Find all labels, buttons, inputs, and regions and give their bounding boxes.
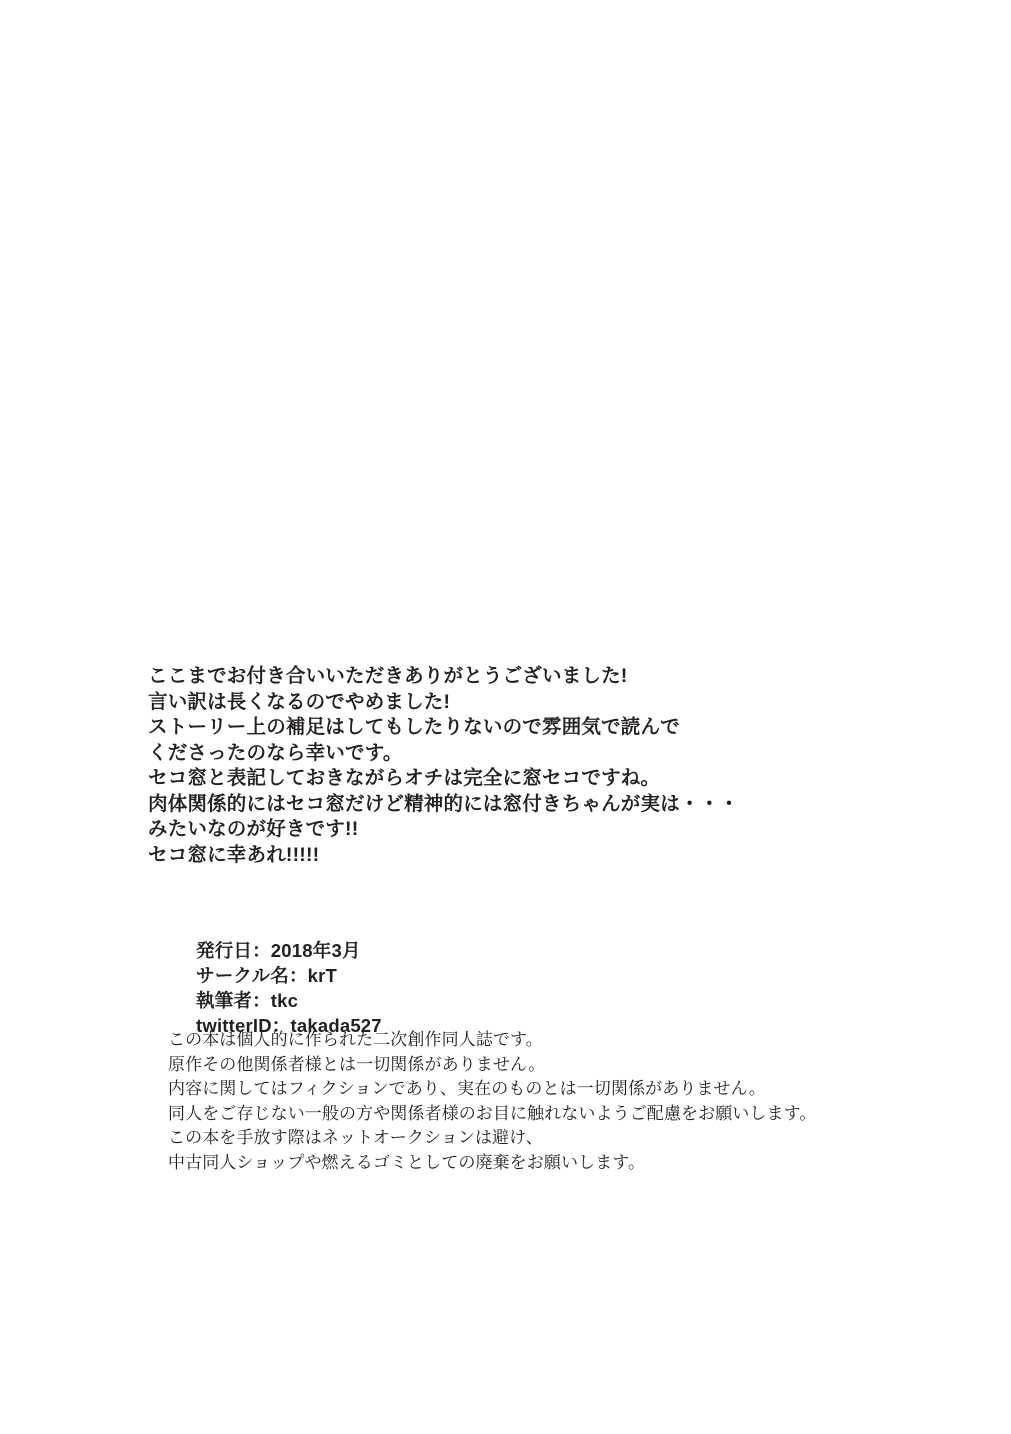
disclaimer-line: この本を手放す際はネットオークションは避け、	[168, 1128, 543, 1147]
afterword-line: みたいなのが好きです!!	[148, 818, 359, 840]
disclaimer-line: 中古同人ショップや燃えるゴミとしての廃棄をお願いします。	[168, 1152, 646, 1172]
disclaimer-block	[168, 1028, 928, 1175]
afterword-line: 肉体関係的にはセコ窓だけど精神的には窓付きちゃんが実は・・・	[148, 792, 740, 815]
afterword-line: ここまでお付き合いいただきありがとうございました!	[148, 665, 628, 687]
afterword-line: ストーリー上の補足はしてもしたりないので雰囲気で読んで	[148, 716, 680, 738]
disclaimer-line: 同人をご存じない一般の方や関係者様のお目に触れないようご配慮をお願いします。	[168, 1103, 817, 1123]
afterword-line: くださったのなら幸いです。	[148, 741, 403, 764]
disclaimer-line: 原作その他関係者様とは一切関係がありません。	[168, 1054, 546, 1074]
disclaimer-line: 内容に関してはフィクションであり、実在のものとは一切関係がありません。	[168, 1079, 766, 1098]
afterword-line: セコ窓に幸あれ!!!!!	[148, 843, 320, 866]
colophon-publish-date: 発行日：2018年3月	[196, 940, 361, 961]
afterword-line: 言い訳は長くなるのでやめました!	[148, 690, 451, 713]
colophon-circle-name: サークル名：krT	[196, 965, 338, 986]
colophon-block	[196, 938, 896, 1038]
disclaimer-line: この本は個人的に作られた二次創作同人誌です。	[168, 1030, 543, 1049]
afterword-block	[148, 664, 868, 868]
colophon-author: 執筆者：tkc	[196, 990, 299, 1011]
colophon-twitter-id: twitterID：takada527	[196, 1015, 382, 1036]
afterword-line: セコ窓と表記しておきながらオチは完全に窓セコですね。	[148, 767, 661, 789]
